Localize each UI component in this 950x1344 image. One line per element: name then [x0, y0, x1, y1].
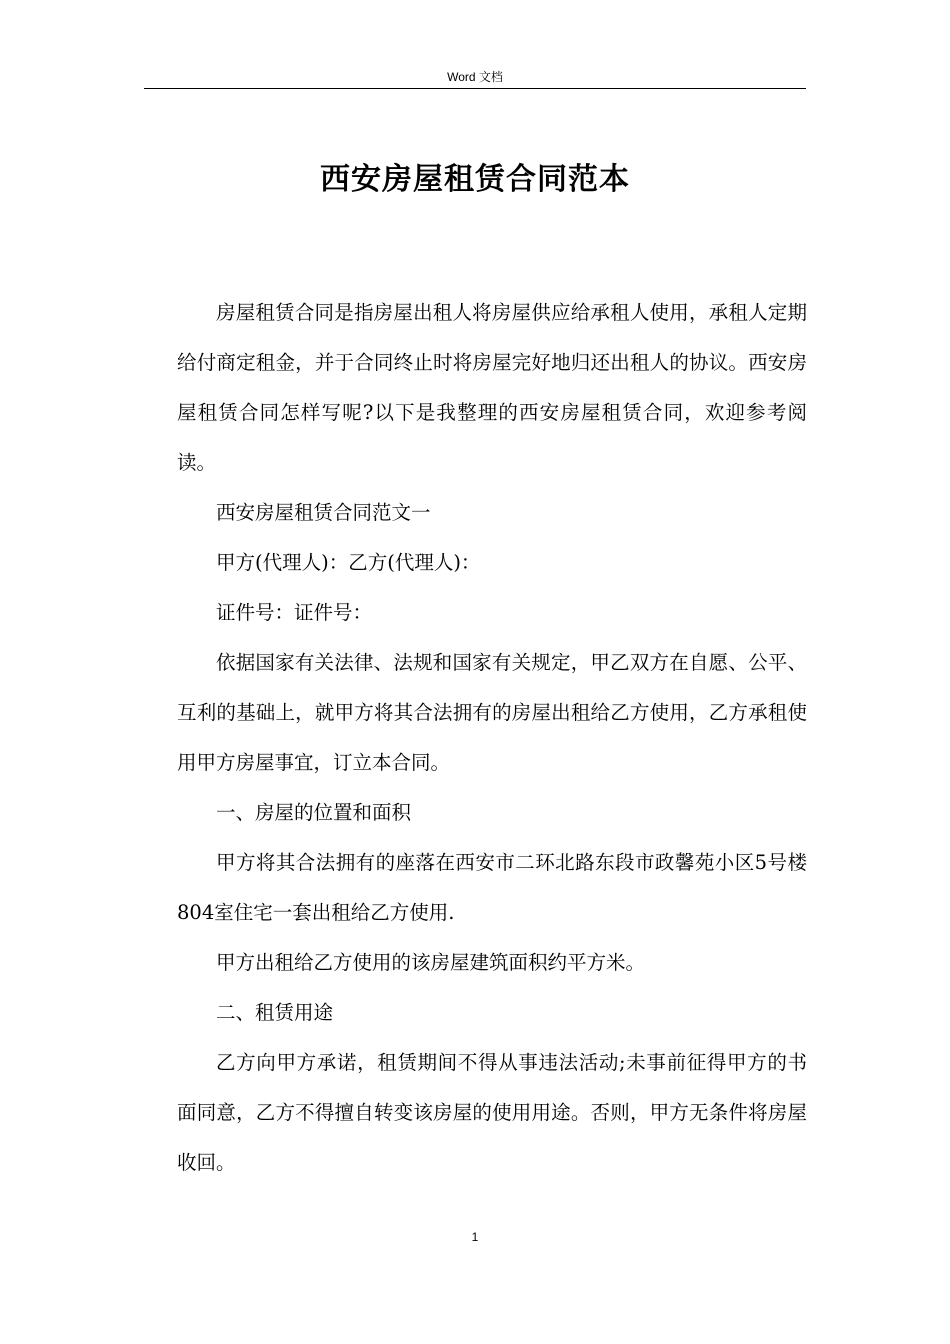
page-number: 1 [471, 1230, 479, 1244]
body-paragraph-area: 甲方出租给乙方使用的该房屋建筑面积约平方米。 [216, 951, 646, 974]
body-paragraph-id-numbers: 证件号：证件号： [216, 601, 373, 624]
section-heading-usage: 二、租赁用途 [216, 1001, 334, 1024]
document-body [177, 288, 807, 1188]
body-paragraph-parties: 甲方(代理人)：乙方(代理人)： [216, 551, 481, 574]
body-paragraph-usage: 乙方向甲方承诺，租赁期间不得从事违法活动;未事前征得甲方的书面同意，乙方不得擅自转变该房屋的使用用途。否则，甲方无条件将房屋收回。 [177, 1051, 807, 1174]
body-paragraph-location: 甲方将其合法拥有的座落在西安市二环北路东段市政馨苑小区5号楼804室住宅一套出租给乙方使用. [177, 851, 807, 924]
body-paragraph-preamble: 依据国家有关法律、法规和国家有关规定，甲乙双方在自愿、公平、互利的基础上，就甲方将其合法拥有的房屋出租给乙方使用，乙方承租使用甲方房屋事宜，订立本合同。 [177, 651, 807, 774]
body-paragraph-sample-heading: 西安房屋租赁合同范文一 [216, 501, 431, 524]
section-heading-location-area: 一、房屋的位置和面积 [216, 801, 412, 824]
body-paragraph-intro: 房屋租赁合同是指房屋出租人将房屋供应给承租人使用，承租人定期给付商定租金，并于合同终止时将房屋完好地归还出租人的协议。西安房屋租赁合同怎样写呢?以下是我整理的西安房屋租赁合同，欢迎参考阅读。 [177, 301, 807, 474]
page-header [144, 66, 806, 89]
document-title: 西安房屋租赁合同范本 [320, 162, 630, 197]
header-text: Word 文档 [447, 70, 503, 84]
